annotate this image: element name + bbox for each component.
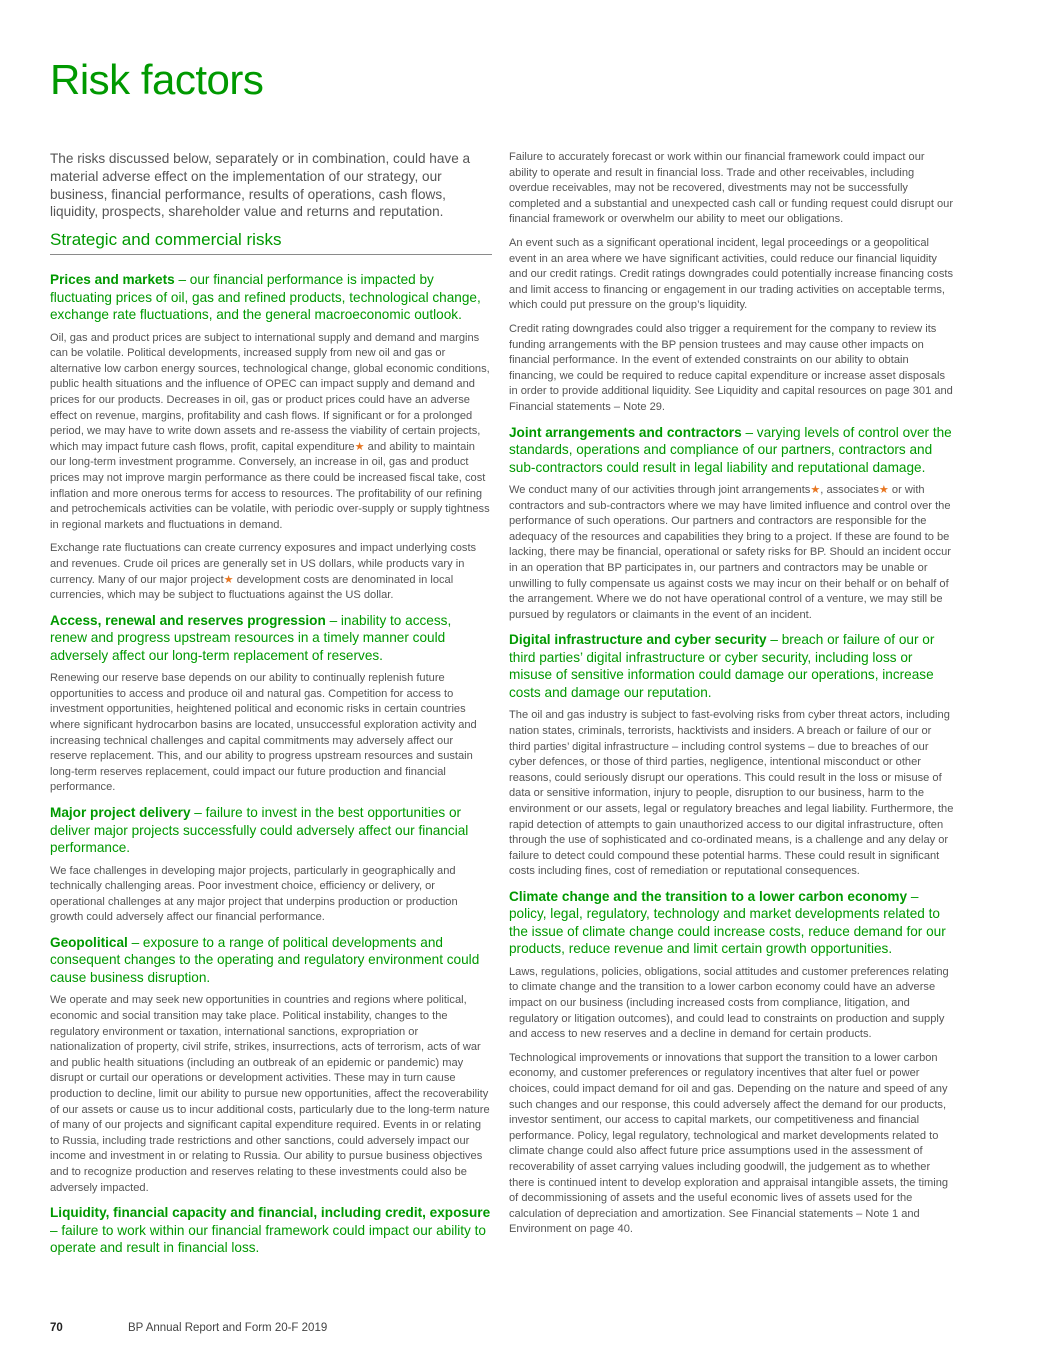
body-paragraph: We operate and may seek new opportunities in countries and regions where political, economic and social transition may take place. Political instability, changes to the regulatory environment or taxation, international sanctions, expropriation or nationalization of property, civil strife, strikes, insurrections, acts of terrorism, acts of war and public health situations (including an outbreak of an epidemic or pandemic) may disrupt or curtail our operations or development activities. These may in turn cause production to decline, limit our ability to pursue new opportunities, affect the recoverability of our assets or cause us to incur additional costs, particularly due to the long-term nature of many of our projects and significant capital expenditure required. Events in or relating to Russia, including trade restrictions and other sanctions, could adversely impact our income and investment in or relating to Russia. Our ability to pursue business objectives and to recognize production and reserves relating to these investments could also be adversely impacted. [50, 994, 490, 1194]
body-paragraph [50, 331, 492, 534]
risk-summary: – failure to work within our financial framework could impact our ability to operate and result in financial loss. [50, 1222, 486, 1256]
risk-title: Major project delivery [50, 805, 191, 821]
risk-heading-digital-infrastructure [509, 631, 954, 701]
text-span: , associates [820, 484, 879, 496]
body-paragraph: We face challenges in developing major projects, particularly in geographically and technically challenging areas. Poor investment choice, efficiency or delivery, or operational challenges at any major project that underpins production or production growth could adversely affect our financial performance. [50, 864, 458, 924]
text-span: Exchange rate fluctuations can create currency exposures and impact underlying costs and revenues. Crude oil prices are generally set in US dollars, while products vary in currency. Many of our major project [50, 542, 477, 586]
risk-title: Prices and markets [50, 272, 175, 288]
risk-title: Access, renewal and reserves progression [50, 612, 326, 628]
text-span: development costs are denominated in local currencies, which may be subject to fluctuations against the US dollar. [50, 573, 454, 602]
body-paragraph [50, 541, 492, 603]
star-icon: ★ [223, 573, 234, 586]
right-column [509, 150, 954, 1246]
risk-heading-liquidity [50, 1204, 492, 1257]
page-title: Risk factors [50, 56, 264, 103]
risk-title: Digital infrastructure and cyber security [509, 632, 767, 648]
risk-title: Joint arrangements and contractors [509, 424, 742, 440]
text-span: Oil, gas and product prices are subject to international supply and demand and margins can be volatile. Political developments, increased supply from new oil and gas or alternative low carbon energy sources, technological change, global economic conditions, public health situations and the influence of OPEC can impact supply and demand and prices for our products. Decreases in oil, gas or product prices could have an adverse effect on revenue, margins, profitability and cash flows. If significant or for a prolonged period, we may have to write down assets and re-assess the viability of certain projects, which may impact future cash flows, profit, capital expenditure [50, 331, 490, 453]
risk-heading-access-renewal [50, 612, 492, 665]
report-name: BP Annual Report and Form 20-F 2019 [128, 1322, 328, 1334]
left-column [50, 150, 492, 1264]
star-icon: ★ [354, 440, 365, 453]
body-paragraph: The oil and gas industry is subject to fast-evolving risks from cyber threat actors, including nation states, criminals, terrorists, hacktivists and insiders. A breach or failure of our or third parties’ digital infrastructure – including control systems – due to breaches of our cyber defences, or those of third parties, negligence, intentional misconduct or other reasons, could seriously disrupt our operations. This could result in the loss or misuse of data or sensitive information, injury to people, disruption to our business, harm to the environment or our assets, legal or regulatory breaches and legal liability. Furthermore, the rapid detection of attempts to gain unauthorized access to our digital infrastructure, often through the use of sophisticated and co-ordinated means, is a challenge and any delay or failure to detect could compound these potential harms. These could result in significant costs including fines, cost of remediation or reputational consequences. [509, 709, 954, 878]
section-heading: Strategic and commercial risks [50, 230, 492, 255]
risk-title: Climate change and the transition to a lower carbon economy [509, 888, 908, 904]
text-span: or with contractors and sub-contractors where we may have limited influence and control over the performance of such operations. Our partners and contractors are responsible for the adequacy of the resources and capabilities they bring to a project. If these are found to be lacking, there may be financial, operational or safety risks for BP. Should an incident occur in an operation that BP participates in, our partners and contractors may be unable or unwilling to fully compensate us against costs we may incur on their behalf or on behalf of the arrangement. Where we do not have operational control of a venture, we may still be pursued by regulators or claimants in the event of an incident. [509, 484, 951, 621]
body-paragraph: Renewing our reserve base depends on our ability to continually replenish future opportunities to access and produce oil and natural gas. Competition for access to investment opportunities, heightened political and economic risks in certain countries where significant hydrocarbon basins are located, unsuccessful exploration activity and increasing technical challenges and capital commitments may adversely affect our reserve replacement. This, and our ability to progress upstream resources and sustain long-term reserves replacement, could impact our future production and financial performance. [50, 672, 477, 794]
risk-summary: – our financial performance is impacted by fluctuating prices of oil, gas and refined products, technological change, exchange rate fluctuations, and the general macroeconomic outlook. [50, 272, 481, 323]
body-paragraph: An event such as a significant operational incident, legal proceedings or a geopolitical event in an area where we have significant activities, could reduce our financial liquidity and our credit ratings. Credit ratings downgrades could potentially increase financing costs and limit access to financing or engagement in our trading activities on acceptable terms, which could put pressure on the group’s liquidity. [509, 236, 953, 312]
page-number: 70 [50, 1322, 63, 1334]
text-span: and ability to maintain our long-term investment programme. Conversely, an increase in oil, gas and product prices may not improve margin performance as there could be increased fiscal take, cost inflation and more onerous terms for access to resources. The profitability of our refining and petrochemicals activities can be volatile, with periodic over-supply or supply tightness in regional markets and fluctuations in demand. [50, 440, 490, 531]
risk-heading-major-project-delivery [50, 804, 492, 857]
risk-heading-geopolitical [50, 934, 492, 987]
risk-summary: – exposure to a range of political developments and consequent changes to the operating and regulatory environment could cause business disruption. [50, 934, 480, 985]
risk-title: Liquidity, financial capacity and financial, including credit, exposure [50, 1205, 491, 1221]
intro-paragraph: The risks discussed below, separately or in combination, could have a material adverse effect on the implementation of our strategy, our business, financial performance, results of operations, cash flows, liquidity, prospects, shareholder value and returns and reputation. [50, 151, 471, 220]
risk-heading-climate-change [509, 888, 954, 958]
page-footer [50, 1322, 328, 1334]
star-icon: ★ [878, 484, 889, 496]
risk-summary: – policy, legal, regulatory, technology and market developments related to the issue of climate change could increase costs, reduce demand for our products, reduce revenue and limit certain growth opportunities. [509, 888, 946, 957]
body-paragraph: Laws, regulations, policies, obligations, social attitudes and customer preferences relating to climate change and the transition to a lower carbon economy could have an adverse impact on our business (including increased costs from compliance, litigation, and regulatory or litigation outcomes), and could lead to constraints on production and supply and access to new reserves and a decline in demand for certain products. [509, 965, 949, 1041]
risk-summary: – breach or failure of our or third parties’ digital infrastructure or cyber security, including loss or misuse of sensitive information could damage our operations, increase costs and damage our reputation. [509, 632, 935, 700]
risk-summary: – inability to access, renew and progress upstream resources in a timely manner could adversely affect our long-term replacement of reserves. [50, 612, 452, 663]
risk-summary: – failure to invest in the best opportunities or deliver major projects successfully could adversely affect our financial performance. [50, 805, 469, 856]
risk-title: Geopolitical [50, 934, 128, 950]
star-icon: ★ [810, 484, 821, 496]
risk-summary: – varying levels of control over the standards, operations and compliance of our partners, contractors and sub-contractors could result in legal liability and reputational damage. [509, 424, 952, 475]
body-paragraph: Technological improvements or innovations that support the transition to a lower carbon economy, and customer preferences or regulatory incentives that alter fuel or power choices, could impact demand for oil and gas. Depending on the nature and speed of any such changes and our response, this could adversely affect the demand for our products, investor sentiment, our access to capital markets, our competitiveness and financial performance. Policy, legal regulatory, technological and market developments related to climate change could also affect future price assumptions used in the assessment of recoverability of asset carrying values including goodwill, the judgement as to whether there is continued intent to develop exploration and appraisal intangible assets, the timing of decommissioning of assets and the useful economic lives of assets used for the calculation of depreciation and amortization. See Financial statements – Note 1 and Environment on page 40. [509, 1051, 949, 1236]
risk-heading-prices-and-markets [50, 271, 492, 324]
body-paragraph: Failure to accurately forecast or work within our financial framework could impact our ability to operate and result in financial loss. Trade and other receivables, including overdue receivables, may not be recovered, divestments may not be successfully completed and a substantial and unexpected cash call or funding request could disrupt our financial framework or overwhelm our ability to meet our obligations. [509, 151, 954, 226]
text-span: We conduct many of our activities through joint arrangements [509, 484, 811, 496]
risk-heading-joint-arrangements [509, 424, 954, 477]
body-paragraph: Credit rating downgrades could also trigger a requirement for the company to review its funding arrangements with the BP pension trustees and may cause other impacts on financial performance. In the event of extended constraints on our ability to obtain financing, we could be required to reduce capital expenditure or increase asset disposals in order to provide additional liquidity. See Liquidity and capital resources on page 301 and Financial statements – Note 29. [509, 322, 953, 413]
body-paragraph [509, 483, 954, 623]
